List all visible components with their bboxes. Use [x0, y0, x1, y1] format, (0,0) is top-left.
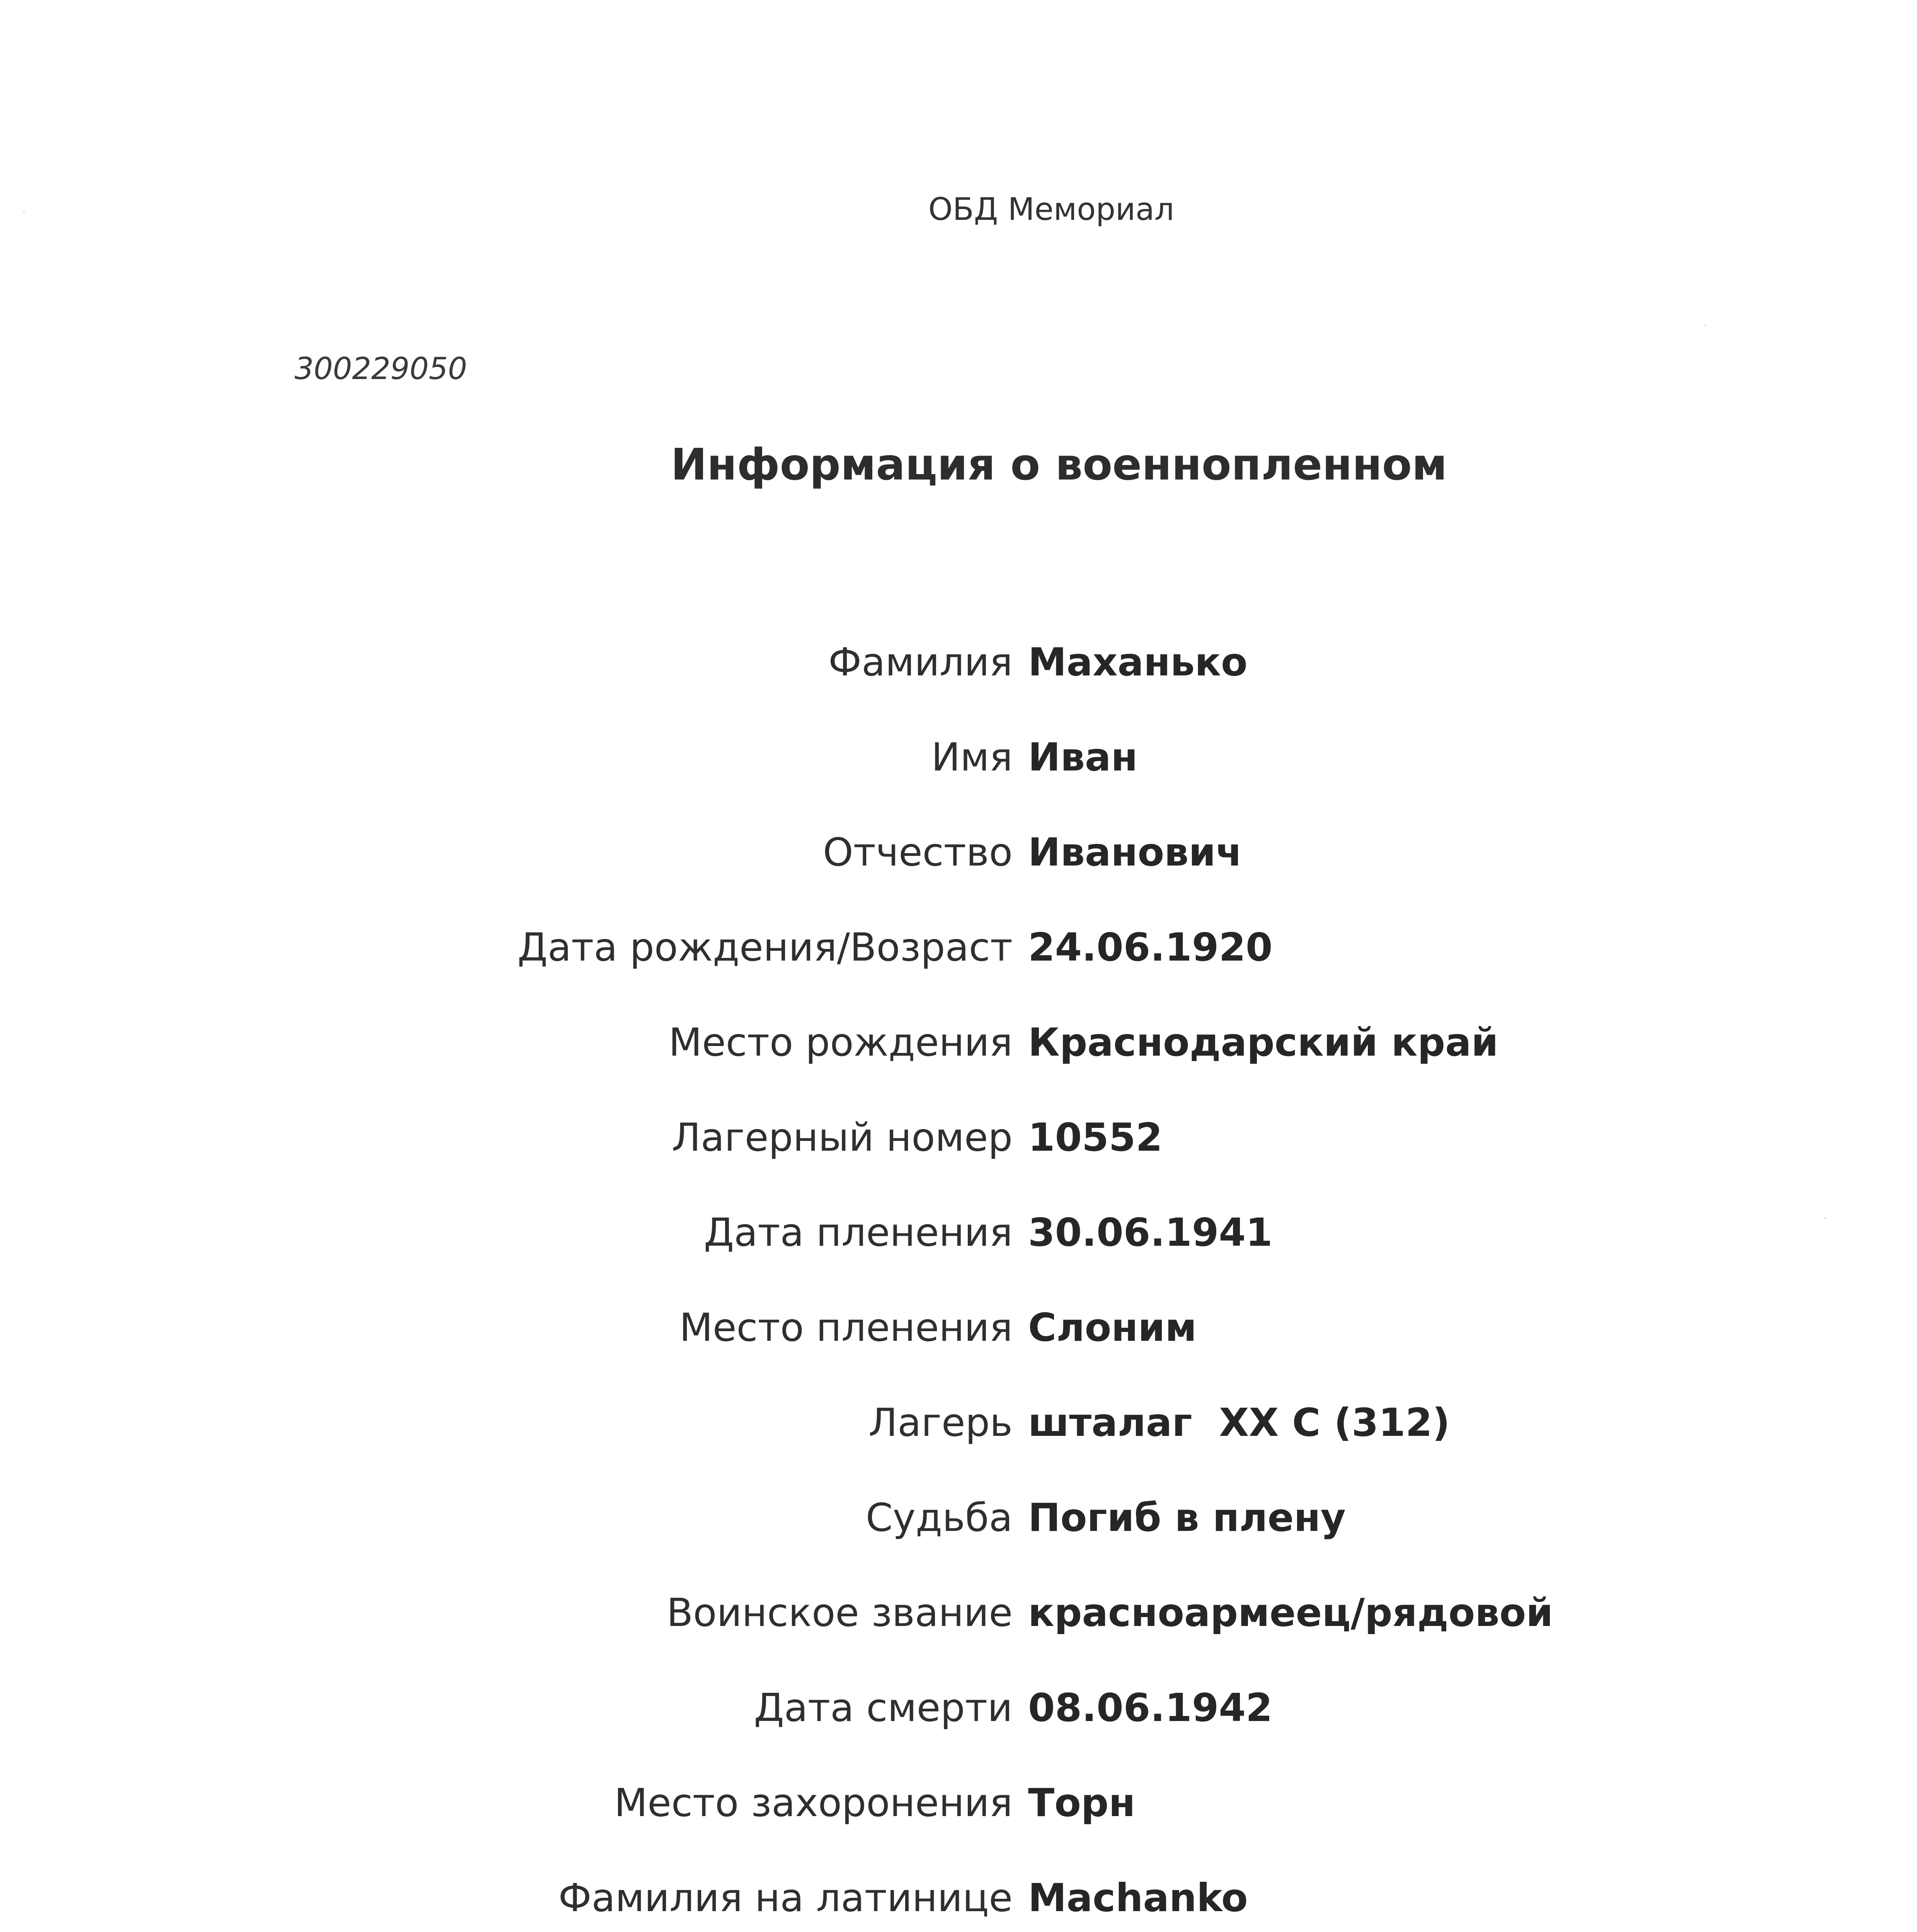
scan-speck [23, 212, 25, 213]
field-value: Machanko [1028, 1875, 1248, 1920]
field-label: Фамилия на латинице [558, 1875, 1013, 1920]
field-row-burial-place [0, 1780, 1917, 1830]
field-label: Лагерный номер [671, 1115, 1013, 1160]
field-row-fate [0, 1495, 1917, 1545]
field-row-capture-date [0, 1210, 1917, 1260]
field-label: Фамилия [828, 639, 1013, 685]
field-row-patronymic [0, 830, 1917, 880]
field-value: 08.06.1942 [1028, 1685, 1273, 1730]
field-value: Погиб в плену [1028, 1495, 1346, 1540]
field-row-camp [0, 1400, 1917, 1450]
field-row-latin-surname [0, 1875, 1917, 1925]
field-value: Торн [1028, 1780, 1136, 1825]
scan-speck [1824, 1217, 1826, 1219]
field-value: 30.06.1941 [1028, 1210, 1273, 1255]
field-label: Дата смерти [754, 1685, 1013, 1730]
field-label: Дата рождения/Возраст [517, 925, 1013, 970]
field-value: 10552 [1028, 1115, 1163, 1160]
record-id: 300229050 [295, 352, 467, 386]
field-row-first-name [0, 735, 1917, 785]
field-label: Дата пленения [704, 1210, 1013, 1255]
field-row-birth-date [0, 925, 1917, 975]
field-label: Воинское звание [666, 1590, 1013, 1635]
field-value: Иванович [1028, 830, 1243, 875]
field-row-birth-place [0, 1020, 1917, 1070]
field-value: Слоним [1028, 1305, 1197, 1350]
field-value: Краснодарский край [1028, 1020, 1498, 1065]
field-value: красноармеец/рядовой [1028, 1590, 1553, 1635]
field-label: Место захоронения [614, 1780, 1013, 1825]
field-label: Имя [931, 735, 1013, 780]
header-source: ОБД Мемориал [928, 191, 1175, 227]
field-label: Место рождения [669, 1020, 1013, 1065]
field-value: шталаг XX C (312) [1028, 1400, 1450, 1445]
field-row-rank [0, 1590, 1917, 1640]
field-label: Лагерь [868, 1400, 1013, 1445]
field-label: Судьба [865, 1495, 1013, 1540]
field-row-camp-number [0, 1115, 1917, 1165]
field-row-capture-place [0, 1305, 1917, 1355]
field-row-surname [0, 639, 1917, 690]
field-row-death-date [0, 1685, 1917, 1735]
field-value: Маханько [1028, 639, 1248, 685]
field-value: 24.06.1920 [1028, 925, 1273, 970]
field-label: Отчество [823, 830, 1013, 875]
field-value: Иван [1028, 735, 1138, 780]
field-label: Место пленения [679, 1305, 1013, 1350]
page-title: Информация о военнопленном [671, 440, 1447, 490]
scan-speck [1704, 325, 1706, 326]
